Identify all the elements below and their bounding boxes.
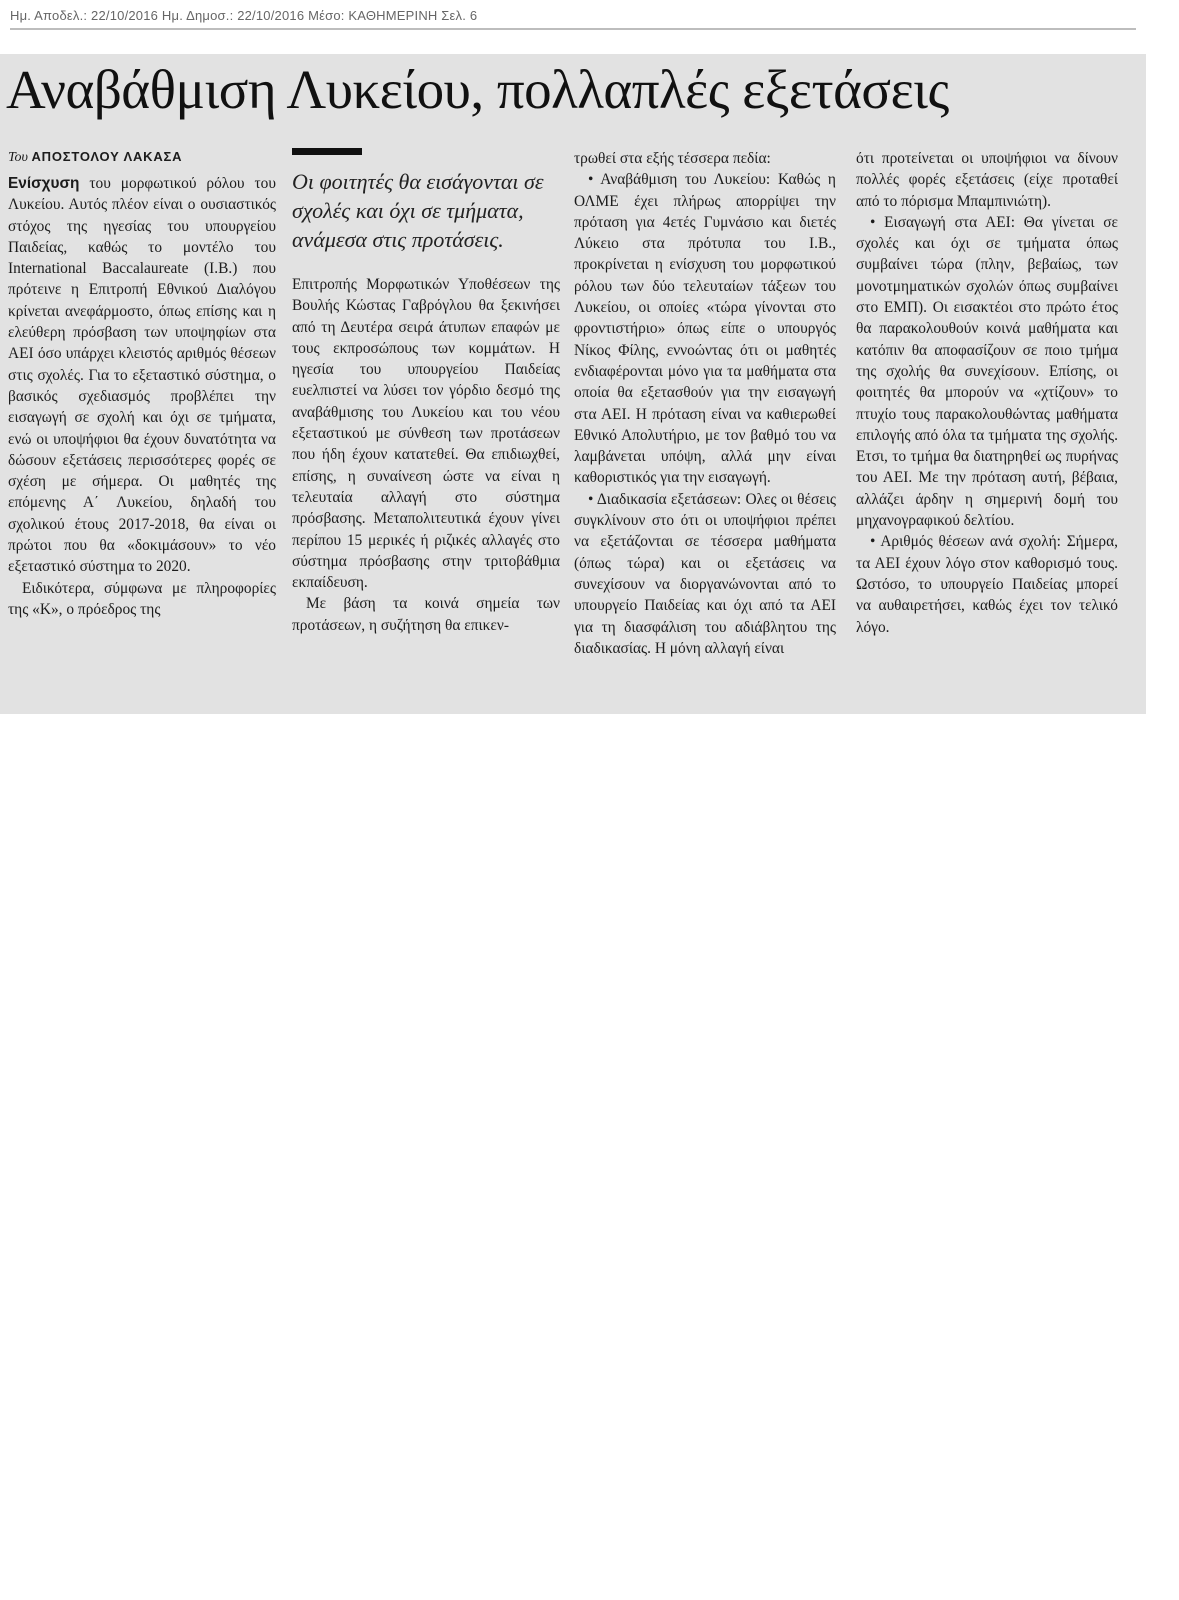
paragraph bbox=[8, 173, 276, 578]
paragraph: τρωθεί στα εξής τέσσερα πεδία: bbox=[574, 150, 771, 167]
bullet-paragraph: • Εισαγωγή στα ΑΕΙ: Θα γίνεται σε σχολές και όχι σε τμήματα όπως συμβαίνει τώρα (πλην, βεβαίως, των μονοτμηματικών σχολών όπως συμβαίνει στο ΕΜΠ). Οι εισακτέοι στο πρώτο έτος θα παρακολουθούν κοινά μαθήματα και κατόπιν θα αποφασίζουν σε ποιο τμήμα της σχολής θα συνεχίσουν. Επίσης, οι φοιτητές θα μπορούν να «χτίζουν» το πτυχίο τους παρακολουθώντας μαθήματα επιλογής από όλα τα τμήματα της σχολής. Ετσι, το τμήμα θα διατηρηθεί ως πυρήνας του ΑΕΙ. Με την πρόταση αυτή, βέβαια, αλλάζει άρδην η σημερινή δομή του μηχανογραφικού δελτίου. bbox=[856, 213, 1118, 530]
paragraph: ότι προτείνεται οι υποψήφιοι να δίνουν πολλές φορές εξετάσεις (είχε προταθεί από το πόρισμα Μπαμπινιώτη). bbox=[856, 150, 1118, 210]
byline-prefix: Του bbox=[8, 150, 28, 165]
lead-word: Ενίσχυση bbox=[8, 175, 80, 192]
bullet-paragraph: • Αναβάθμιση του Λυκείου: Καθώς η ΟΛΜΕ έχει πλήρως απορρίψει την πρόταση για 4ετές Γυμνάσιο και διετές Λύκειο στα πρότυπα του I.B., προκρίνεται η ενίσχυση του μορφωτικού ρόλου των δύο τελευταίων τάξεων του Λυκείου, οι οποίες «τώρα γίνονται στο φροντιστήριο» όπως είπε ο υπουργός Νίκος Φίλης, εννοώντας ότι οι μαθητές ενδιαφέρονται μόνο για τα μαθήματα στα οποία θα εξετασθούν για την εισαγωγή στα ΑΕΙ. Η πρόταση είναι να καθιερωθεί Εθνικό Απολυτήριο, με τον βαθμό του να λαμβάνεται υπόψη, αλλά μην είναι καθοριστικός για την εισαγωγή. bbox=[574, 171, 836, 487]
pull-quote-bar bbox=[292, 148, 362, 155]
clipping-metadata: Ημ. Αποδελ.: 22/10/2016 Ημ. Δημοσ.: 22/10/2016 Μέσο: ΚΑΘΗΜΕΡΙΝΗ Σελ. 6 bbox=[10, 8, 478, 23]
article-column-4 bbox=[856, 148, 1118, 638]
pull-quote: Οι φοιτητές θα εισάγονται σε σχολές και όχι σε τμήματα, ανάμεσα στις προτάσεις. bbox=[292, 169, 544, 252]
article-title: Αναβάθμιση Λυκείου, πολλαπλές εξετάσεις bbox=[6, 59, 949, 120]
paragraph: Ειδικότερα, σύμφωνα με πληροφορίες της «Κ», ο πρόεδρος της bbox=[8, 579, 276, 618]
bullet-paragraph: • Διαδικασία εξετάσεων: Ολες οι θέσεις συγκλίνουν στο ότι οι υποψήφιοι πρέπει να εξετάζονται σε τέσσερα μαθήματα (όπως τώρα) και οι εξετάσεις να συνεχίσουν να διοργανώνονται από το υπουργείο Παιδείας και όχι από τα ΑΕΙ για τη διασφάλιση του αδιάβλητου της διαδικασίας. Η μόνη αλλαγή είναι bbox=[574, 490, 836, 657]
paragraph: Με βάση τα κοινά σημεία των προτάσεων, η συζήτηση θα επικεν- bbox=[292, 595, 560, 634]
article-column-2 bbox=[292, 148, 560, 636]
byline bbox=[8, 148, 276, 167]
paragraph: Επιτροπής Μορφωτικών Υποθέσεων της Βουλής Κώστας Γαβρόγλου θα ξεκινήσει από τη Δευτέρα σειρά άτυπων επαφών με τους εκπροσώπους των κομμάτων. Η ηγεσία του υπουργείου Παιδείας ευελπιστεί να λύσει τον γόρδιο δεσμό της αναβάθμισης του Λυκείου και του νέου εξεταστικού με σύνθεση των προτάσεων που ήδη έχουν κατατεθεί. Θα επιδιωχθεί, επίσης, η συναίνεση ώστε να είναι η τελευταία αλλαγή στο σύστημα πρόσβασης. Μεταπολιτευτικά έχουν γίνει περίπου 15 μερικές ή ριζικές αλλαγές στο σύστημα πρόσβασης στην τριτοβάθμια εκπαίδευση. bbox=[292, 276, 560, 592]
paragraph-text: του μορφωτικού ρόλου του Λυκείου. Αυτός πλέον είναι ο ουσιαστικός στόχος της ηγεσίας του υπουργείου Παιδείας, καθώς το μοντέλο του International Baccalaureate (I.B.) που πρότεινε η Επιτροπή Εθνικού Διαλόγου κρίνεται ανεφάρμοστο, όπως επίσης και η ελεύθερη πρόσβαση των υποψηφίων στα ΑΕΙ όσο υπάρχει κλειστός αριθμός θέσεων στις σχολές. Για το εξεταστικό σύστημα, ο βασικός σχεδιασμός προβλέπει την εισαγωγή σε σχολή και όχι σε τμήματα, ενώ οι υποψήφιοι θα έχουν δυνατότητα να δώσουν εξετάσεις περισσότερες φορές σε σχέση με σήμερα. Οι μαθητές της επόμενης Α΄ Λυκείου, δηλαδή του σχολικού έτους 2017-2018, θα είναι οι πρώτοι που θα «δοκιμάσουν» το νέο εξεταστικό σύστημα το 2020. bbox=[8, 175, 276, 576]
article-column-3 bbox=[574, 148, 836, 659]
header-rule bbox=[10, 28, 1136, 30]
byline-author: ΑΠΟΣΤΟΛΟΥ ΛΑΚΑΣΑ bbox=[31, 149, 183, 164]
bullet-paragraph: • Αριθμός θέσεων ανά σχολή: Σήμερα, τα ΑΕΙ έχουν λόγο στον καθορισμό τους. Ωστόσο, το υπουργείο Παιδείας μπορεί να αυθαιρετήσει, καθώς έχει τον τελικό λόγο. bbox=[856, 533, 1118, 636]
article-column-1 bbox=[8, 148, 276, 620]
